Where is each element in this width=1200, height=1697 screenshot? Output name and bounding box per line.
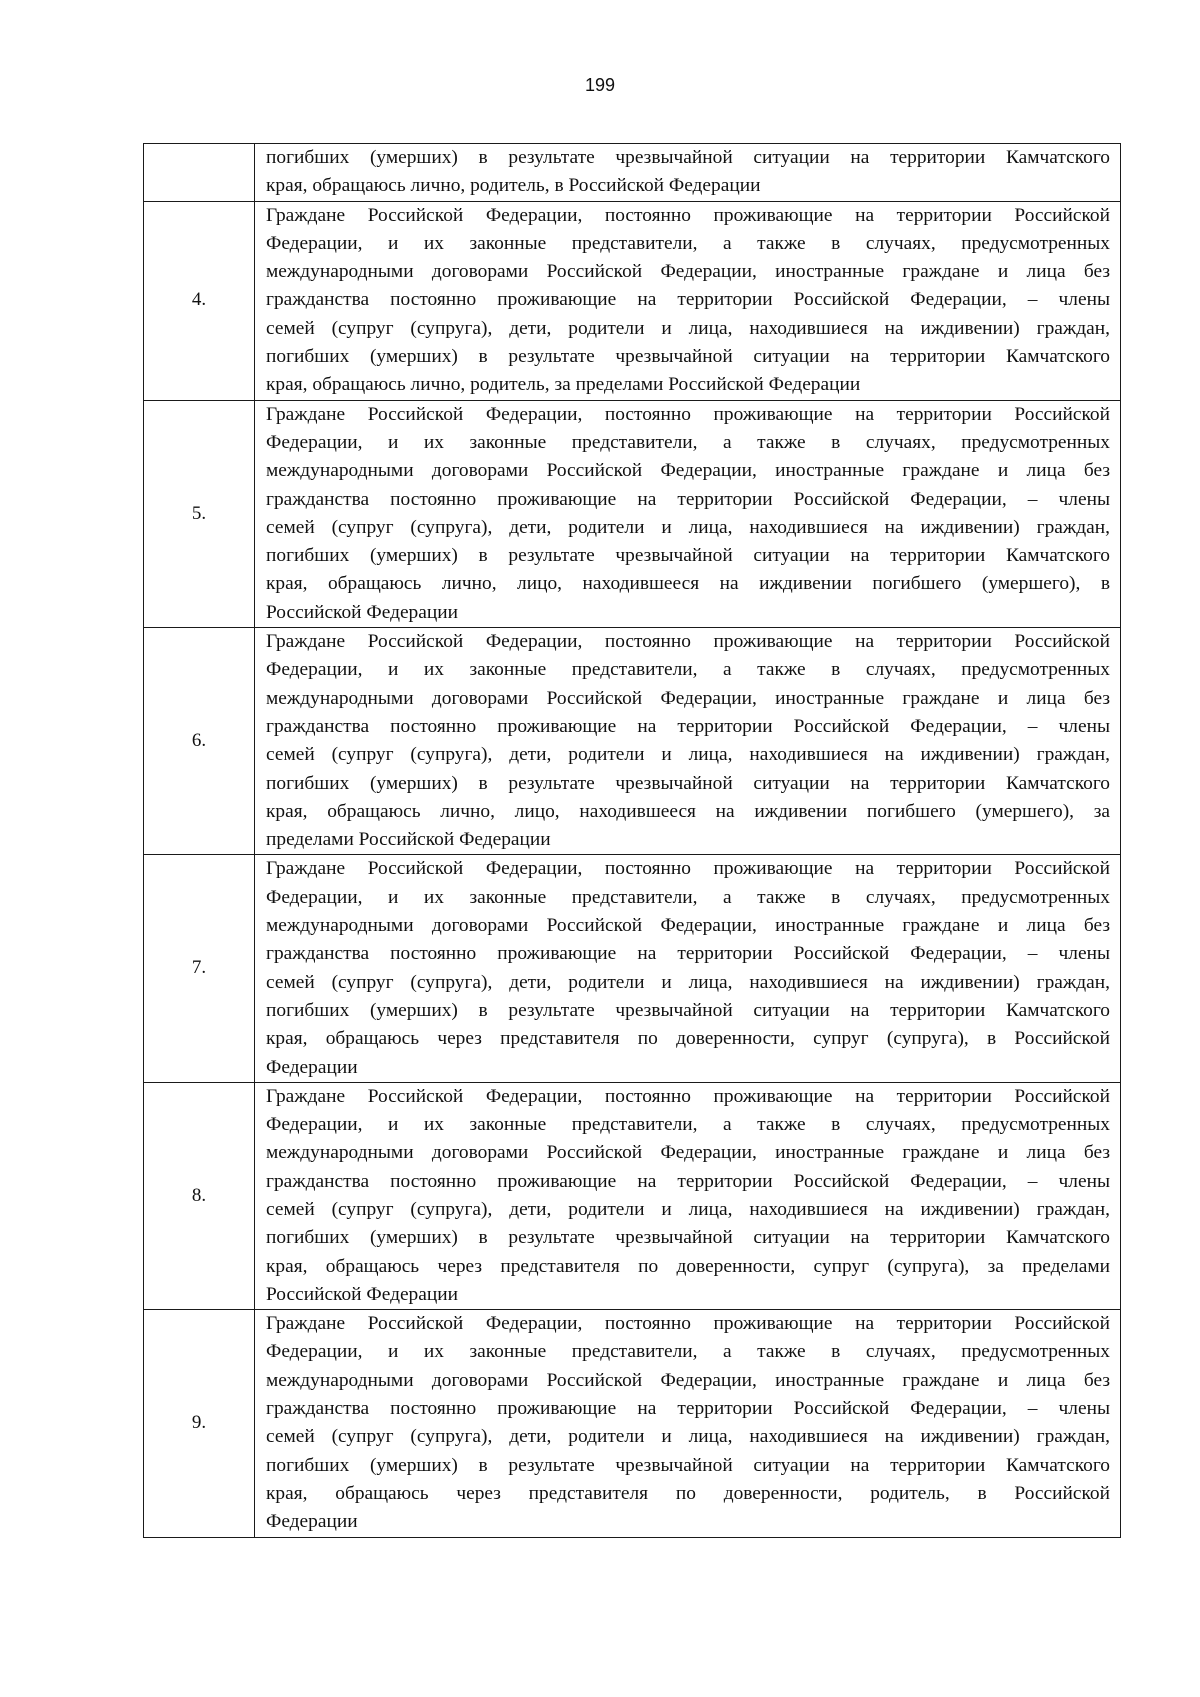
document-table <box>143 143 1121 1538</box>
text-line: Российской Федерации <box>266 1283 458 1305</box>
text-line: Федерации, и их законные представители, а также в случаях, предусмотренных <box>266 232 1110 254</box>
text-line: международными договорами Российской Федерации, иностранные граждане и лица без <box>266 460 1110 482</box>
text-line: Федерации, и их законные представители, а также в случаях, предусмотренных <box>266 431 1110 453</box>
text-line: гражданства постоянно проживающие на территории Российской Федерации, – члены <box>266 1398 1110 1420</box>
text-line: Граждане Российской Федерации, постоянно проживающие на территории Российской <box>266 631 1110 653</box>
text-line: пределами Российской Федерации <box>266 829 551 851</box>
text-line: края, обращаюсь через представителя по доверенности, супруг (супруга), за пределами <box>266 1255 1110 1277</box>
text-line: семей (супруг (супруга), дети, родители и лица, находившиеся на иждивении) граждан, <box>266 971 1110 993</box>
row-description <box>255 855 1121 1082</box>
row-number: 4. <box>144 201 255 400</box>
text-line: погибших (умерших) в результате чрезвычайной ситуации на территории Камчатского <box>266 999 1110 1021</box>
text-line: Российской Федерации <box>266 601 458 623</box>
row-number: 8. <box>144 1082 255 1309</box>
page-number: 199 <box>584 75 616 95</box>
row-description-text <box>266 202 1110 400</box>
text-line: Федерации, и их законные представители, а также в случаях, предусмотренных <box>266 659 1110 681</box>
text-line: погибших (умерших) в результате чрезвычайной ситуации на территории Камчатского <box>266 147 1110 168</box>
row-number: 7. <box>144 855 255 1082</box>
table-row <box>144 201 1121 400</box>
text-line: погибших (умерших) в результате чрезвычайной ситуации на территории Камчатского <box>266 545 1110 567</box>
row-number <box>144 144 255 202</box>
table-row <box>144 400 1121 627</box>
table-row <box>144 1310 1121 1537</box>
text-line: гражданства постоянно проживающие на территории Российской Федерации, – члены <box>266 1170 1110 1192</box>
text-line: гражданства постоянно проживающие на территории Российской Федерации, – члены <box>266 488 1110 510</box>
row-number: 5. <box>144 400 255 627</box>
text-line: края, обращаюсь лично, лицо, находившееся на иждивении погибшего (умершего), в <box>266 573 1110 595</box>
table-row <box>144 1082 1121 1309</box>
text-line: гражданства постоянно проживающие на территории Российской Федерации, – члены <box>266 943 1110 965</box>
row-description-text <box>266 628 1110 854</box>
row-description <box>255 144 1121 202</box>
text-line: Граждане Российской Федерации, постоянно проживающие на территории Российской <box>266 204 1110 226</box>
text-line: Федерации <box>266 1511 358 1533</box>
text-line: Граждане Российской Федерации, постоянно проживающие на территории Российской <box>266 403 1110 425</box>
row-description-text <box>266 1310 1110 1536</box>
row-description-text <box>266 401 1110 627</box>
text-line: Федерации, и их законные представители, а также в случаях, предусмотренных <box>266 1114 1110 1136</box>
text-line: международными договорами Российской Федерации, иностранные граждане и лица без <box>266 687 1110 709</box>
table-body <box>144 144 1121 1538</box>
text-line: гражданства постоянно проживающие на территории Российской Федерации, – члены <box>266 715 1110 737</box>
row-description <box>255 201 1121 400</box>
row-description <box>255 1082 1121 1309</box>
row-description <box>255 1310 1121 1537</box>
row-description <box>255 400 1121 627</box>
text-line: Федерации, и их законные представители, а также в случаях, предусмотренных <box>266 1341 1110 1363</box>
table-row <box>144 144 1121 202</box>
text-line: семей (супруг (супруга), дети, родители и лица, находившиеся на иждивении) граждан, <box>266 744 1110 766</box>
text-line: края, обращаюсь лично, родитель, за пределами Российской Федерации <box>266 374 861 396</box>
table-row <box>144 628 1121 855</box>
table-row <box>144 855 1121 1082</box>
text-line: погибших (умерших) в результате чрезвычайной ситуации на территории Камчатского <box>266 346 1110 368</box>
row-number: 6. <box>144 628 255 855</box>
row-description-text <box>266 144 1110 201</box>
row-number: 9. <box>144 1310 255 1537</box>
text-line: Федерации, и их законные представители, а также в случаях, предусмотренных <box>266 886 1110 908</box>
text-line: края, обращаюсь лично, родитель, в Российской Федерации <box>266 175 761 197</box>
text-line: Граждане Российской Федерации, постоянно проживающие на территории Российской <box>266 1313 1110 1335</box>
text-line: погибших (умерших) в результате чрезвычайной ситуации на территории Камчатского <box>266 772 1110 794</box>
text-line: края, обращаюсь лично, лицо, находившееся на иждивении погибшего (умершего), за <box>266 800 1110 822</box>
text-line: погибших (умерших) в результате чрезвычайной ситуации на территории Камчатского <box>266 1227 1110 1249</box>
text-line: международными договорами Российской Федерации, иностранные граждане и лица без <box>266 915 1110 937</box>
text-line: погибших (умерших) в результате чрезвычайной ситуации на территории Камчатского <box>266 1454 1110 1476</box>
text-line: семей (супруг (супруга), дети, родители и лица, находившиеся на иждивении) граждан, <box>266 516 1110 538</box>
text-line: семей (супруг (супруга), дети, родители и лица, находившиеся на иждивении) граждан, <box>266 1426 1110 1448</box>
row-description <box>255 628 1121 855</box>
text-line: края, обращаюсь через представителя по доверенности, родитель, в Российской <box>266 1482 1110 1504</box>
text-line: международными договорами Российской Федерации, иностранные граждане и лица без <box>266 261 1110 283</box>
text-line: гражданства постоянно проживающие на территории Российской Федерации, – члены <box>266 289 1110 311</box>
text-line: Граждане Российской Федерации, постоянно проживающие на территории Российской <box>266 1085 1110 1107</box>
text-line: международными договорами Российской Федерации, иностранные граждане и лица без <box>266 1369 1110 1391</box>
text-line: края, обращаюсь через представителя по доверенности, супруг (супруга), в Российской <box>266 1028 1110 1050</box>
row-description-text <box>266 1083 1110 1309</box>
text-line: Федерации <box>266 1056 358 1078</box>
text-line: Граждане Российской Федерации, постоянно проживающие на территории Российской <box>266 858 1110 880</box>
text-line: семей (супруг (супруга), дети, родители и лица, находившиеся на иждивении) граждан, <box>266 317 1110 339</box>
row-description-text <box>266 855 1110 1081</box>
text-line: международными договорами Российской Федерации, иностранные граждане и лица без <box>266 1142 1110 1164</box>
text-line: семей (супруг (супруга), дети, родители и лица, находившиеся на иждивении) граждан, <box>266 1198 1110 1220</box>
